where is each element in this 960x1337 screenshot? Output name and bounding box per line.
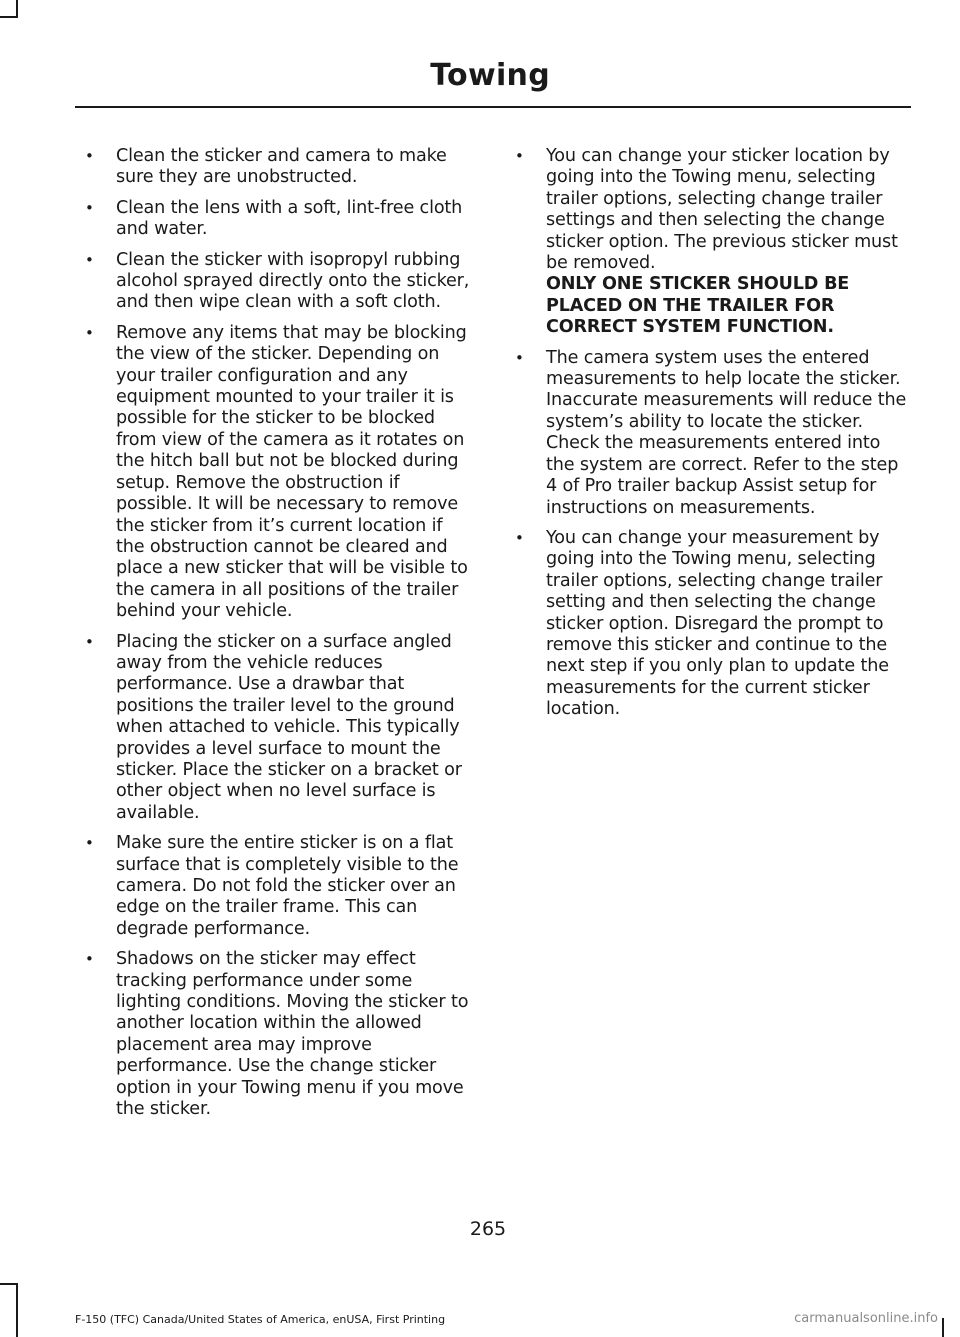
- bullet-icon: •: [85, 632, 94, 651]
- page-title: Towing: [430, 58, 550, 93]
- left-column-list: [85, 146, 476, 1129]
- list-item: [85, 632, 476, 825]
- bullet-icon: •: [85, 834, 94, 853]
- list-item-text: Shadows on the sticker may effect tracking performance under some lighting conditions. Moving the sticker to another location within the allowed placement area may improve performance. Use the change sticker option in your Towing menu if you move the sticker.: [116, 949, 469, 1120]
- list-item-text: The camera system uses the entered measurements to help locate the sticker. Inaccurate measurements will reduce the system’s ability to locate the sticker. Check the measurements entered into the system are correct. Refer to the step 4 of Pro trailer backup Assist setup for instructions on measurements.: [546, 347, 907, 518]
- list-item-text: You can change your measurement by going into the Towing menu, selecting trailer options, selecting change trailer setting and then selecting the change sticker option. Disregard the prompt to remove this sticker and continue to the next step if you only plan to update the measurements for the current sticker location.: [546, 527, 889, 720]
- header-divider: [75, 106, 911, 108]
- list-item: [515, 348, 909, 519]
- bullet-icon: •: [85, 950, 94, 969]
- crop-mark-top-left-horizontal: [0, 16, 18, 18]
- list-item: [85, 250, 476, 314]
- watermark: carmanualsonline.info: [794, 1311, 938, 1326]
- list-item-text: Clean the lens with a soft, lint-free cloth and water.: [116, 197, 463, 240]
- list-item: [515, 146, 909, 339]
- bullet-icon: •: [515, 147, 524, 165]
- bullet-icon: •: [515, 348, 524, 367]
- list-item-text: Remove any items that may be blocking the view of the sticker. Depending on your trailer configuration and any equipment mounted to your trailer it is possible for the sticker to be blocked from view of the camera as it rotates on the hitch ball but not be blocked during setup. Remove the obstruction if possible. It will be necessary to remove the sticker from it’s current location if the obstruction cannot be cleared and place a new sticker that will be visible to the camera in all positions of the trailer behind your vehicle.: [116, 322, 468, 622]
- footer-text: F-150 (TFC) Canada/United States of America, enUSA, First Printing: [75, 1313, 446, 1326]
- crop-mark-bottom-right-vertical: [942, 1318, 944, 1337]
- list-item: [85, 323, 476, 623]
- page-number: 265: [469, 1218, 507, 1240]
- list-item-text: You can change your sticker location by going into the Towing menu, selecting trailer options, selecting change trailer settings and then selecting the change sticker option. The previous sticker must be removed.: [546, 146, 898, 274]
- list-item: [85, 833, 476, 940]
- bullet-icon: •: [85, 323, 94, 342]
- list-item: [85, 949, 476, 1120]
- bullet-icon: •: [85, 198, 94, 217]
- right-column-list: [515, 146, 909, 730]
- bullet-icon: •: [85, 250, 94, 269]
- bullet-icon: •: [515, 528, 524, 547]
- crop-mark-bottom-left-horizontal: [0, 1283, 18, 1285]
- list-item-text: Clean the sticker and camera to make sure they are unobstructed.: [116, 146, 447, 188]
- list-item: [85, 198, 476, 241]
- list-item-text: Placing the sticker on a surface angled away from the vehicle reduces performance. Use a drawbar that positions the trailer level to the ground when attached to vehicle. This typically provides a level surface to mount the sticker. Place the sticker on a bracket or other object when no level surface is available.: [116, 631, 462, 823]
- list-item-text: Make sure the entire sticker is on a flat surface that is completely visible to the camera. Do not fold the sticker over an edge on the trailer frame. This can degrade performance.: [116, 833, 459, 939]
- list-item: [515, 528, 909, 721]
- list-item: [85, 146, 476, 189]
- list-item-text: Clean the sticker with isopropyl rubbing alcohol sprayed directly onto the sticker, and then wipe clean with a soft cloth.: [116, 249, 470, 313]
- warning-caps-text: ONLY ONE STICKER SHOULD BE PLACED ON THE TRAILER FOR CORRECT SYSTEM FUNCTION.: [546, 274, 850, 338]
- crop-mark-bottom-left-vertical: [16, 1283, 18, 1337]
- bullet-icon: •: [85, 147, 94, 165]
